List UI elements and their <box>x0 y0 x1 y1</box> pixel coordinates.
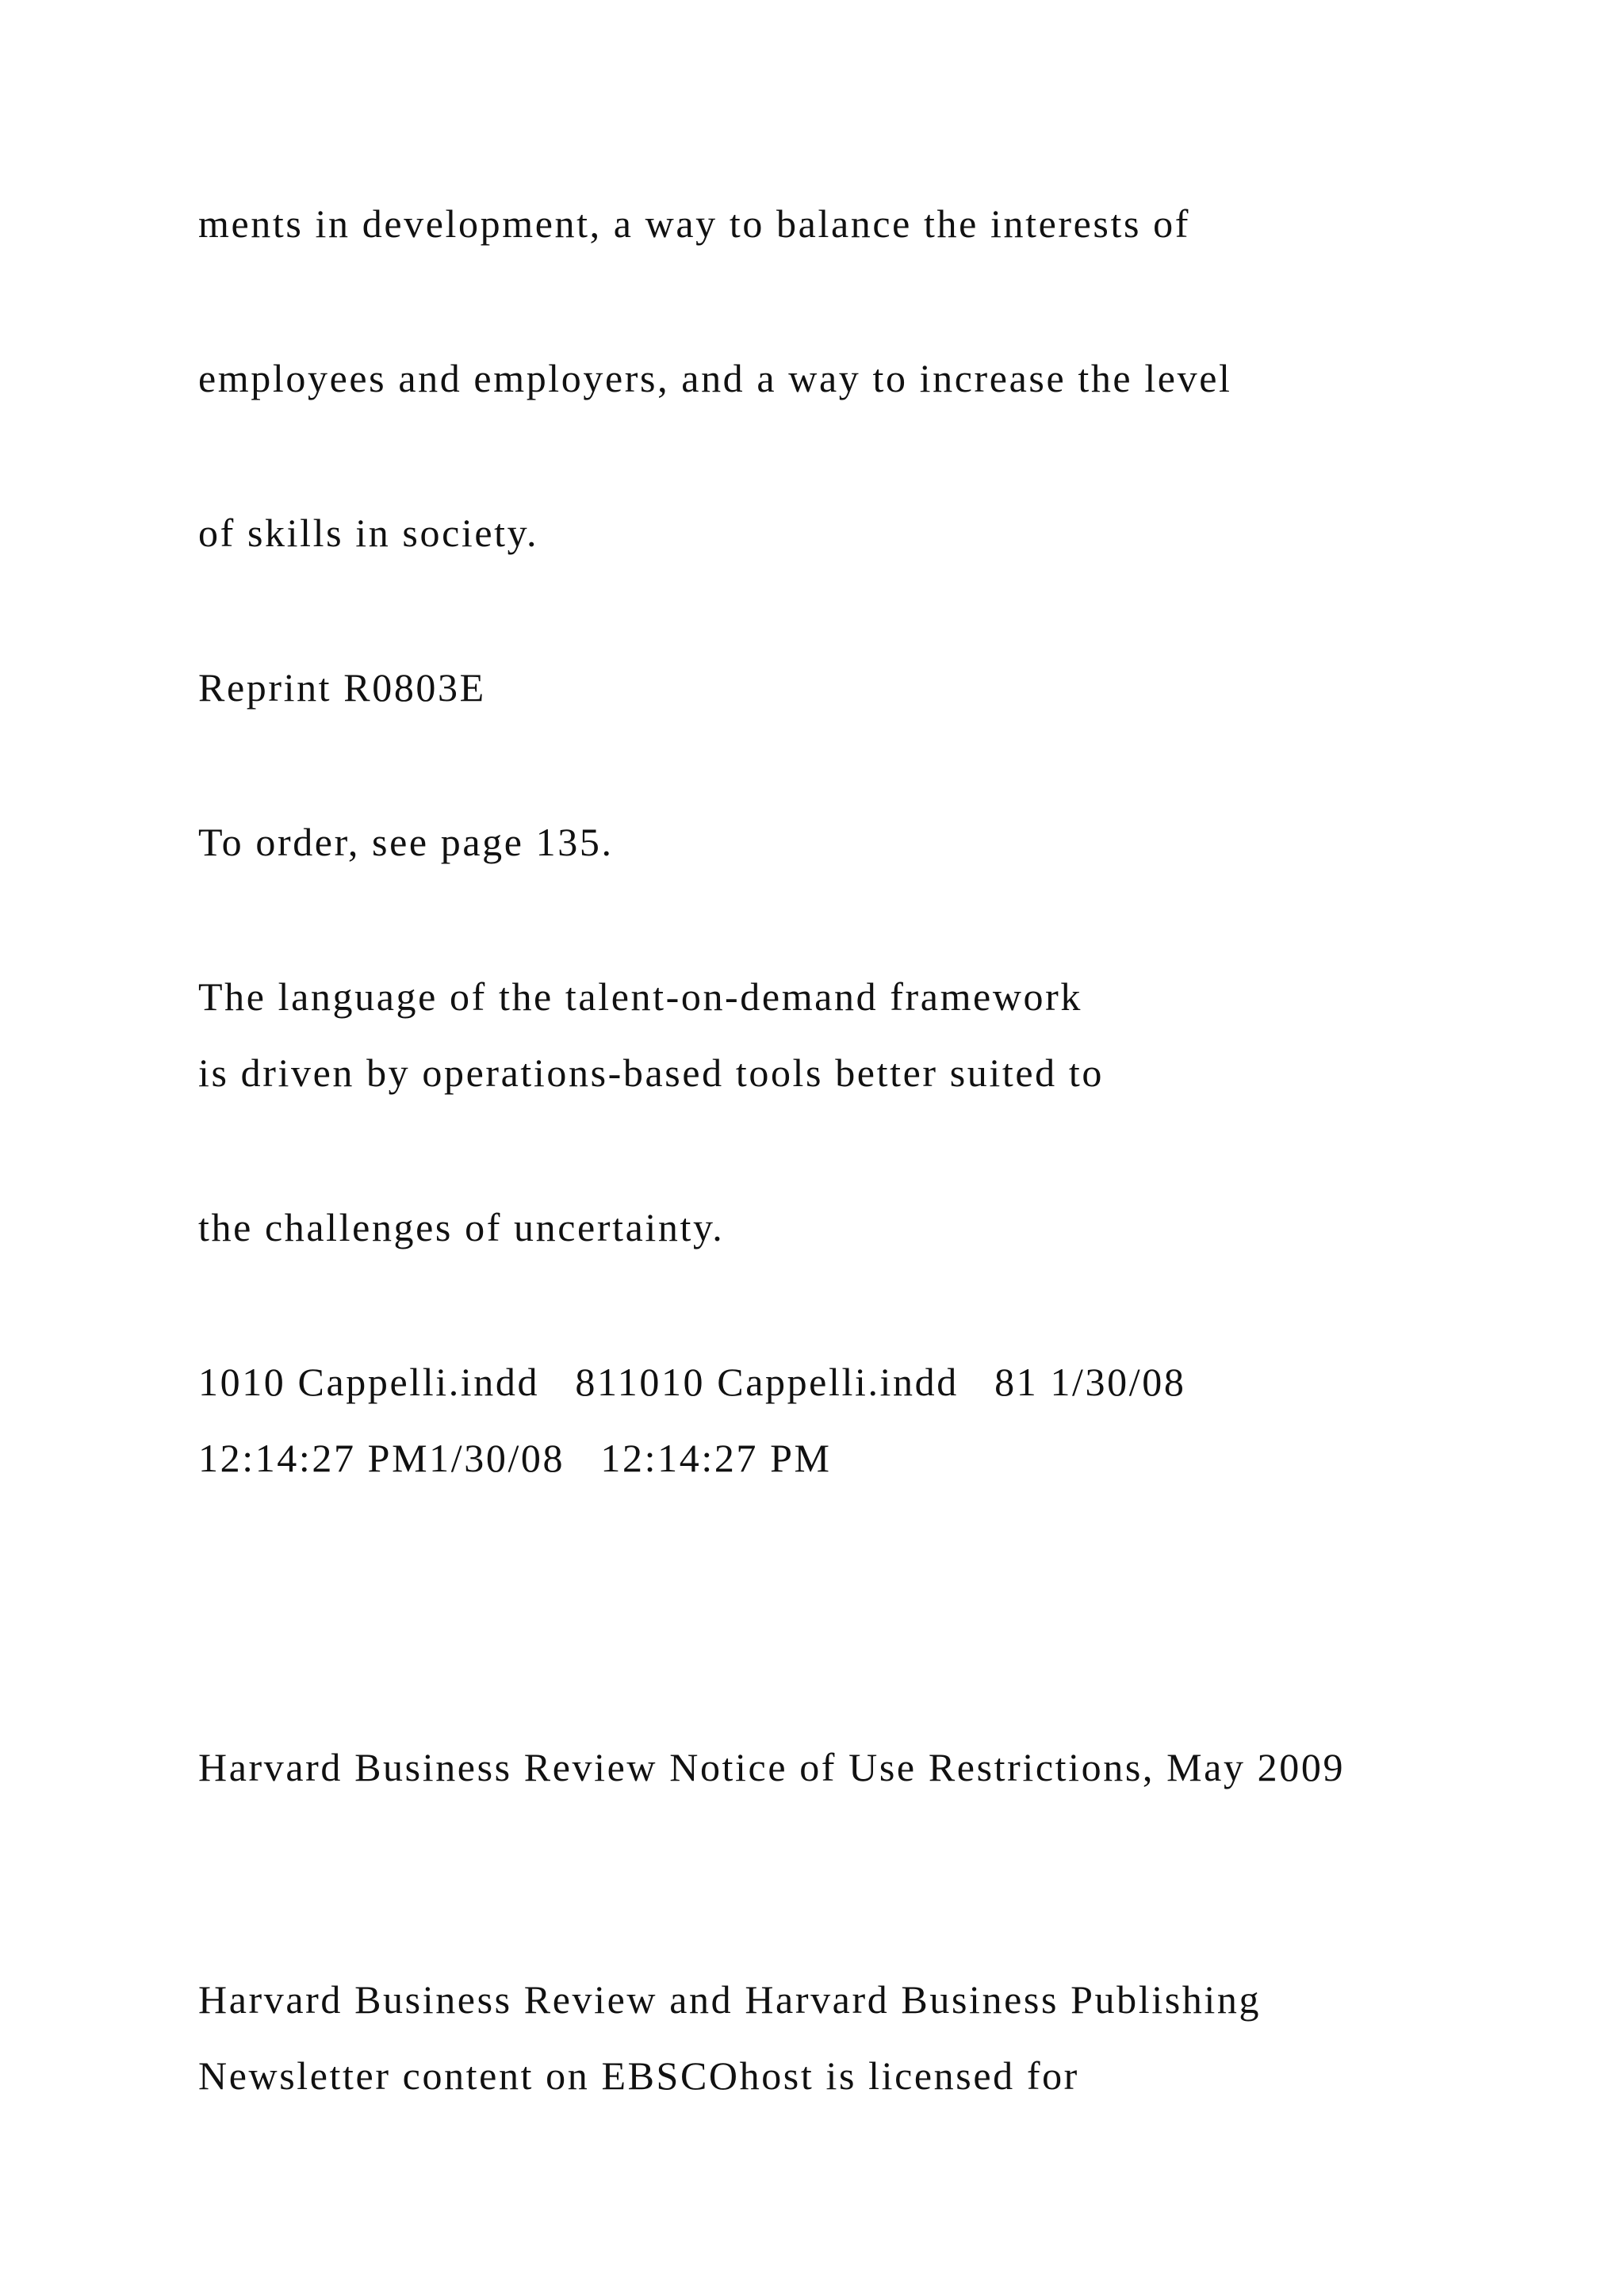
pull-quote-line: The language of the talent-on-demand framework <box>198 974 1083 1019</box>
file-slug-line: 12:14:27 PM1/30/08 12:14:27 PM <box>198 1436 832 1480</box>
reprint-number: Reprint R0803E <box>198 665 486 710</box>
body-text-line: ments in development, a way to balance the interests of <box>198 201 1190 246</box>
notice-heading: Harvard Business Review Notice of Use Restrictions, May 2009 <box>198 1745 1346 1789</box>
notice-text-line: Newsletter content on EBSCOhost is licensed for <box>198 2053 1079 2098</box>
pull-quote-line: the challenges of uncertainty. <box>198 1205 725 1249</box>
notice-text-line: Harvard Business Review and Harvard Business Publishing <box>198 1977 1262 2022</box>
body-text-line: of skills in society. <box>198 511 539 555</box>
order-note: To order, see page 135. <box>198 820 614 864</box>
pull-quote-line: is driven by operations-based tools better suited to <box>198 1050 1104 1095</box>
file-slug-line: 1010 Cappelli.indd 811010 Cappelli.indd 81 1/30/08 <box>198 1360 1186 1404</box>
body-text-line: employees and employers, and a way to increase the level <box>198 356 1232 400</box>
